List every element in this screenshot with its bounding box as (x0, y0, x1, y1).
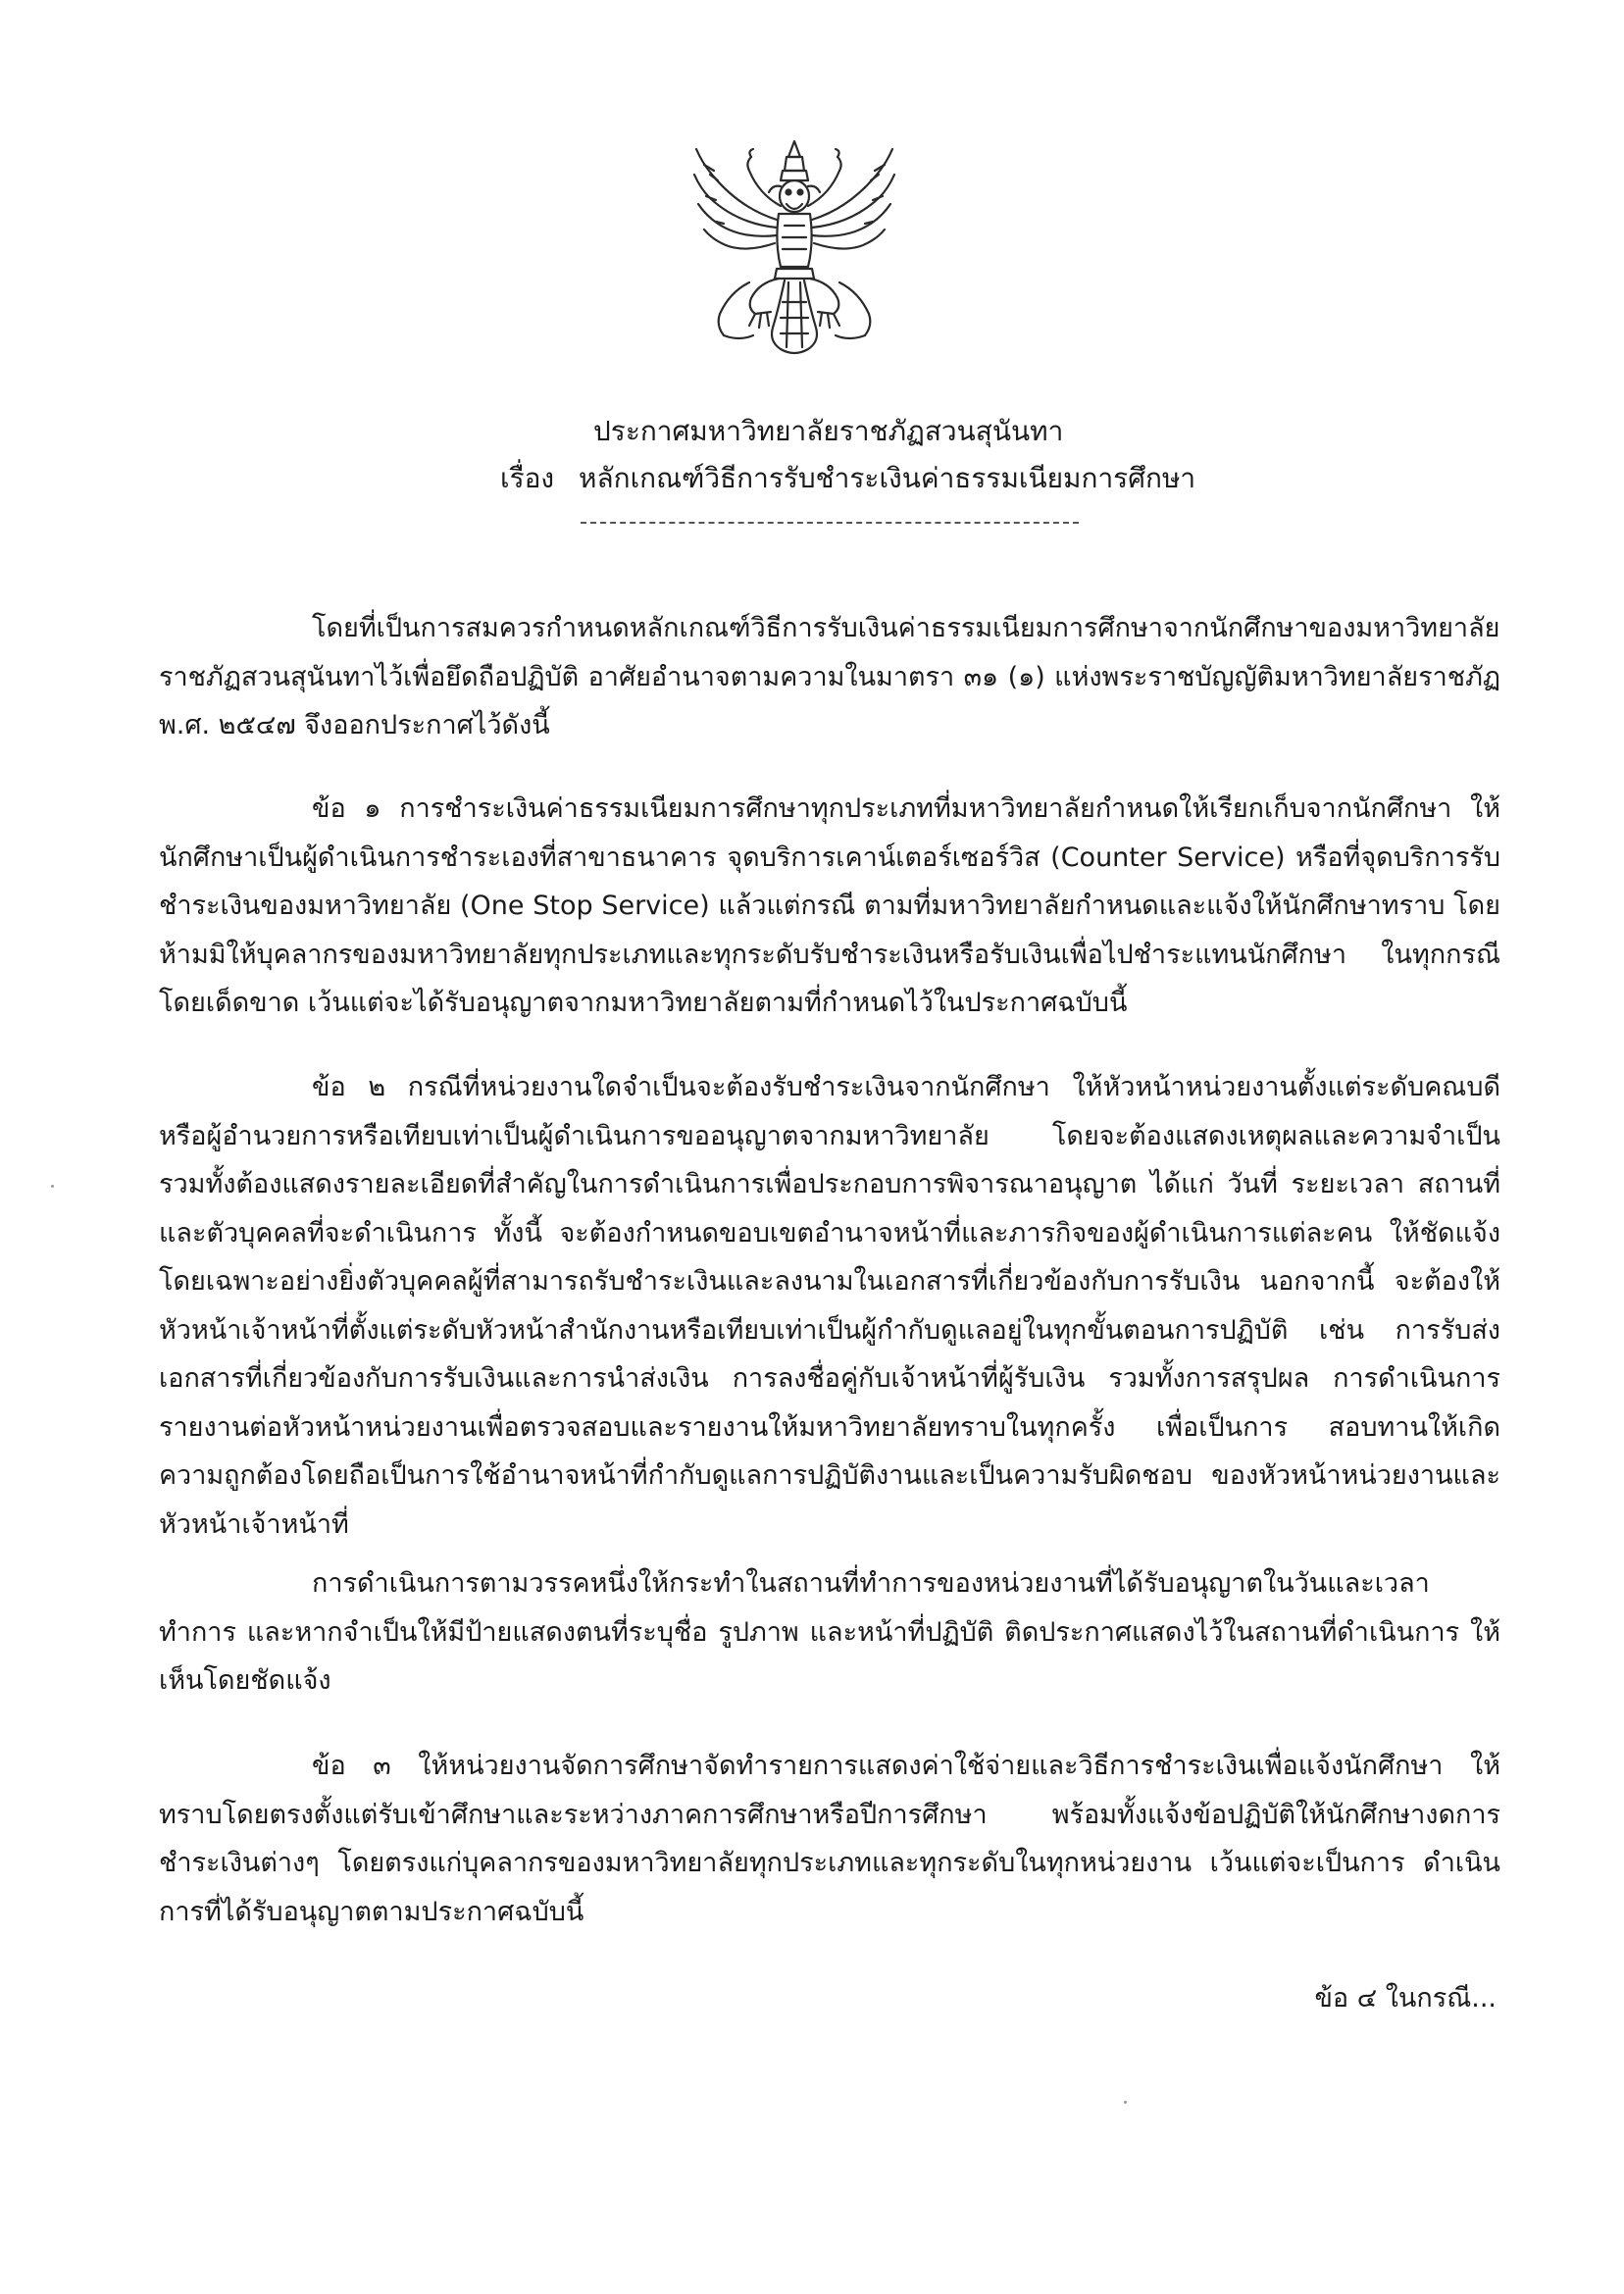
document-title: ประกาศมหาวิทยาลัยราชภัฏสวนสุนันทา (593, 415, 1064, 447)
document-subject-line (500, 459, 1195, 498)
page-continuation-note: ข้อ ๔ ในกรณี... (1314, 1983, 1497, 2014)
scan-speck (1124, 2101, 1127, 2104)
document-subject: หลักเกณฑ์วิธีการรับชำระเงินค่าธรรมเนียมการศึกษา (579, 462, 1196, 494)
paragraph-clause-1: ข้อ ๑ การชำระเงินค่าธรรมเนียมการศึกษาทุกประเภทที่มหาวิทยาลัยกำหนดให้เรียกเก็บจากนักศึกษา ให้นักศึกษาเป็นผู้ดำเนินการชำระเองที่สาขาธนาคาร จุดบริการเคาน์เตอร์เซอร์วิส (Counter Service) หรือที่จุดบริการรับชำระเงินของมหาวิทยาลัย (One Stop Service) แล้วแต่กรณี ตามที่มหาวิทยาลัยกำหนดและแจ้งให้นักศึกษาทราบ โดยห้ามมิให้บุคลากรของมหาวิทยาลัยทุกประเภทและทุกระดับรับชำระเงินหรือรับเงินเพื่อไปชำระแทนนักศึกษา ในทุกกรณีโดยเด็ดขาด เว้นแต่จะได้รับอนุญาตจากมหาวิทยาลัยตามที่กำหนดไว้ในประกาศฉบับนี้ (159, 793, 1500, 1018)
paragraph-clause-3: ข้อ ๓ ให้หน่วยงานจัดการศึกษาจัดทำรายการแสดงค่าใช้จ่ายและวิธีการชำระเงินเพื่อแจ้งนักศึกษา ให้ทราบโดยตรงตั้งแต่รับเข้าศึกษาและระหว่างภาคการศึกษาหรือปีการศึกษา พร้อมทั้งแจ้งข้อปฏิบัติให้นักศึกษางดการ ชำระเงินต่างๆ โดยตรงแก่บุคลากรของมหาวิทยาลัยทุกประเภทและทุกระดับในทุกหน่วยงาน เว้นแต่จะเป็นการ ดำเนินการที่ได้รับอนุญาตตามประกาศฉบับนี้ (159, 1751, 1500, 1927)
scan-speck (51, 1185, 54, 1188)
paragraph-intro: โดยที่เป็นการสมควรกำหนดหลักเกณฑ์วิธีการรับเงินค่าธรรมเนียมการศึกษาจากนักศึกษาของมหาวิทยาลัยราชภัฏสวนสุนันทาไว้เพื่อยึดถือปฏิบัติ อาศัยอำนาจตามความในมาตรา ๓๑ (๑) แห่งพระราชบัญญัติมหาวิทยาลัยราชภัฏ พ.ศ. ๒๕๔๗ จึงออกประกาศไว้ดังนี้ (159, 613, 1500, 740)
garuda-emblem-icon (690, 135, 898, 357)
paragraph-clause-2: ข้อ ๒ กรณีที่หน่วยงานใดจำเป็นจะต้องรับชำระเงินจากนักศึกษา ให้หัวหน้าหน่วยงานตั้งแต่ระดับคณบดี หรือผู้อำนวยการหรือเทียบเท่าเป็นผู้ดำเนินการขออนุญาตจากมหาวิทยาลัย โดยจะต้องแสดงเหตุผลและความจำเป็น รวมทั้งต้องแสดงรายละเอียดที่สำคัญในการดำเนินการเพื่อประกอบการพิจารณาอนุญาต ได้แก่ วันที่ ระยะเวลา สถานที่ และตัวบุคคลที่จะดำเนินการ ทั้งนี้ จะต้องกำหนดขอบเขตอำนาจหน้าที่และภารกิจของผู้ดำเนินการแต่ละคน ให้ชัดแจ้งโดยเฉพาะอย่างยิ่งตัวบุคคลผู้ที่สามารถรับชำระเงินและลงนามในเอกสารที่เกี่ยวข้องกับการรับเงิน นอกจากนี้ จะต้องให้หัวหน้าเจ้าหน้าที่ตั้งแต่ระดับหัวหน้าสำนักงานหรือเทียบเท่าเป็นผู้กำกับดูแลอยู่ในทุกขั้นตอนการปฏิบัติ เช่น การรับส่งเอกสารที่เกี่ยวข้องกับการรับเงินและการนำส่งเงิน การลงชื่อคู่กับเจ้าหน้าที่ผู้รับเงิน รวมทั้งการสรุปผล การดำเนินการรายงานต่อหัวหน้าหน่วยงานเพื่อตรวจสอบและรายงานให้มหาวิทยาลัยทราบในทุกครั้ง เพื่อเป็นการ สอบทานให้เกิดความถูกต้องโดยถือเป็นการใช้อำนาจหน้าที่กำกับดูแลการปฏิบัติงานและเป็นความรับผิดชอบ ของหัวหน้าหน่วยงานและหัวหน้าเจ้าหน้าที่ (159, 1072, 1500, 1540)
title-divider (581, 522, 1079, 524)
subject-label: เรื่อง (500, 462, 555, 494)
paragraph-clause-2-second: การดำเนินการตามวรรคหนึ่งให้กระทำในสถานที่ทำการของหน่วยงานที่ได้รับอนุญาตในวันและเวลา ทำการ และหากจำเป็นให้มีป้ายแสดงตนที่ระบุชื่อ รูปภาพ และหน้าที่ปฏิบัติ ติดประกาศแสดงไว้ในสถานที่ดำเนินการ ให้เห็นโดยชัดแจ้ง (159, 1568, 1500, 1696)
